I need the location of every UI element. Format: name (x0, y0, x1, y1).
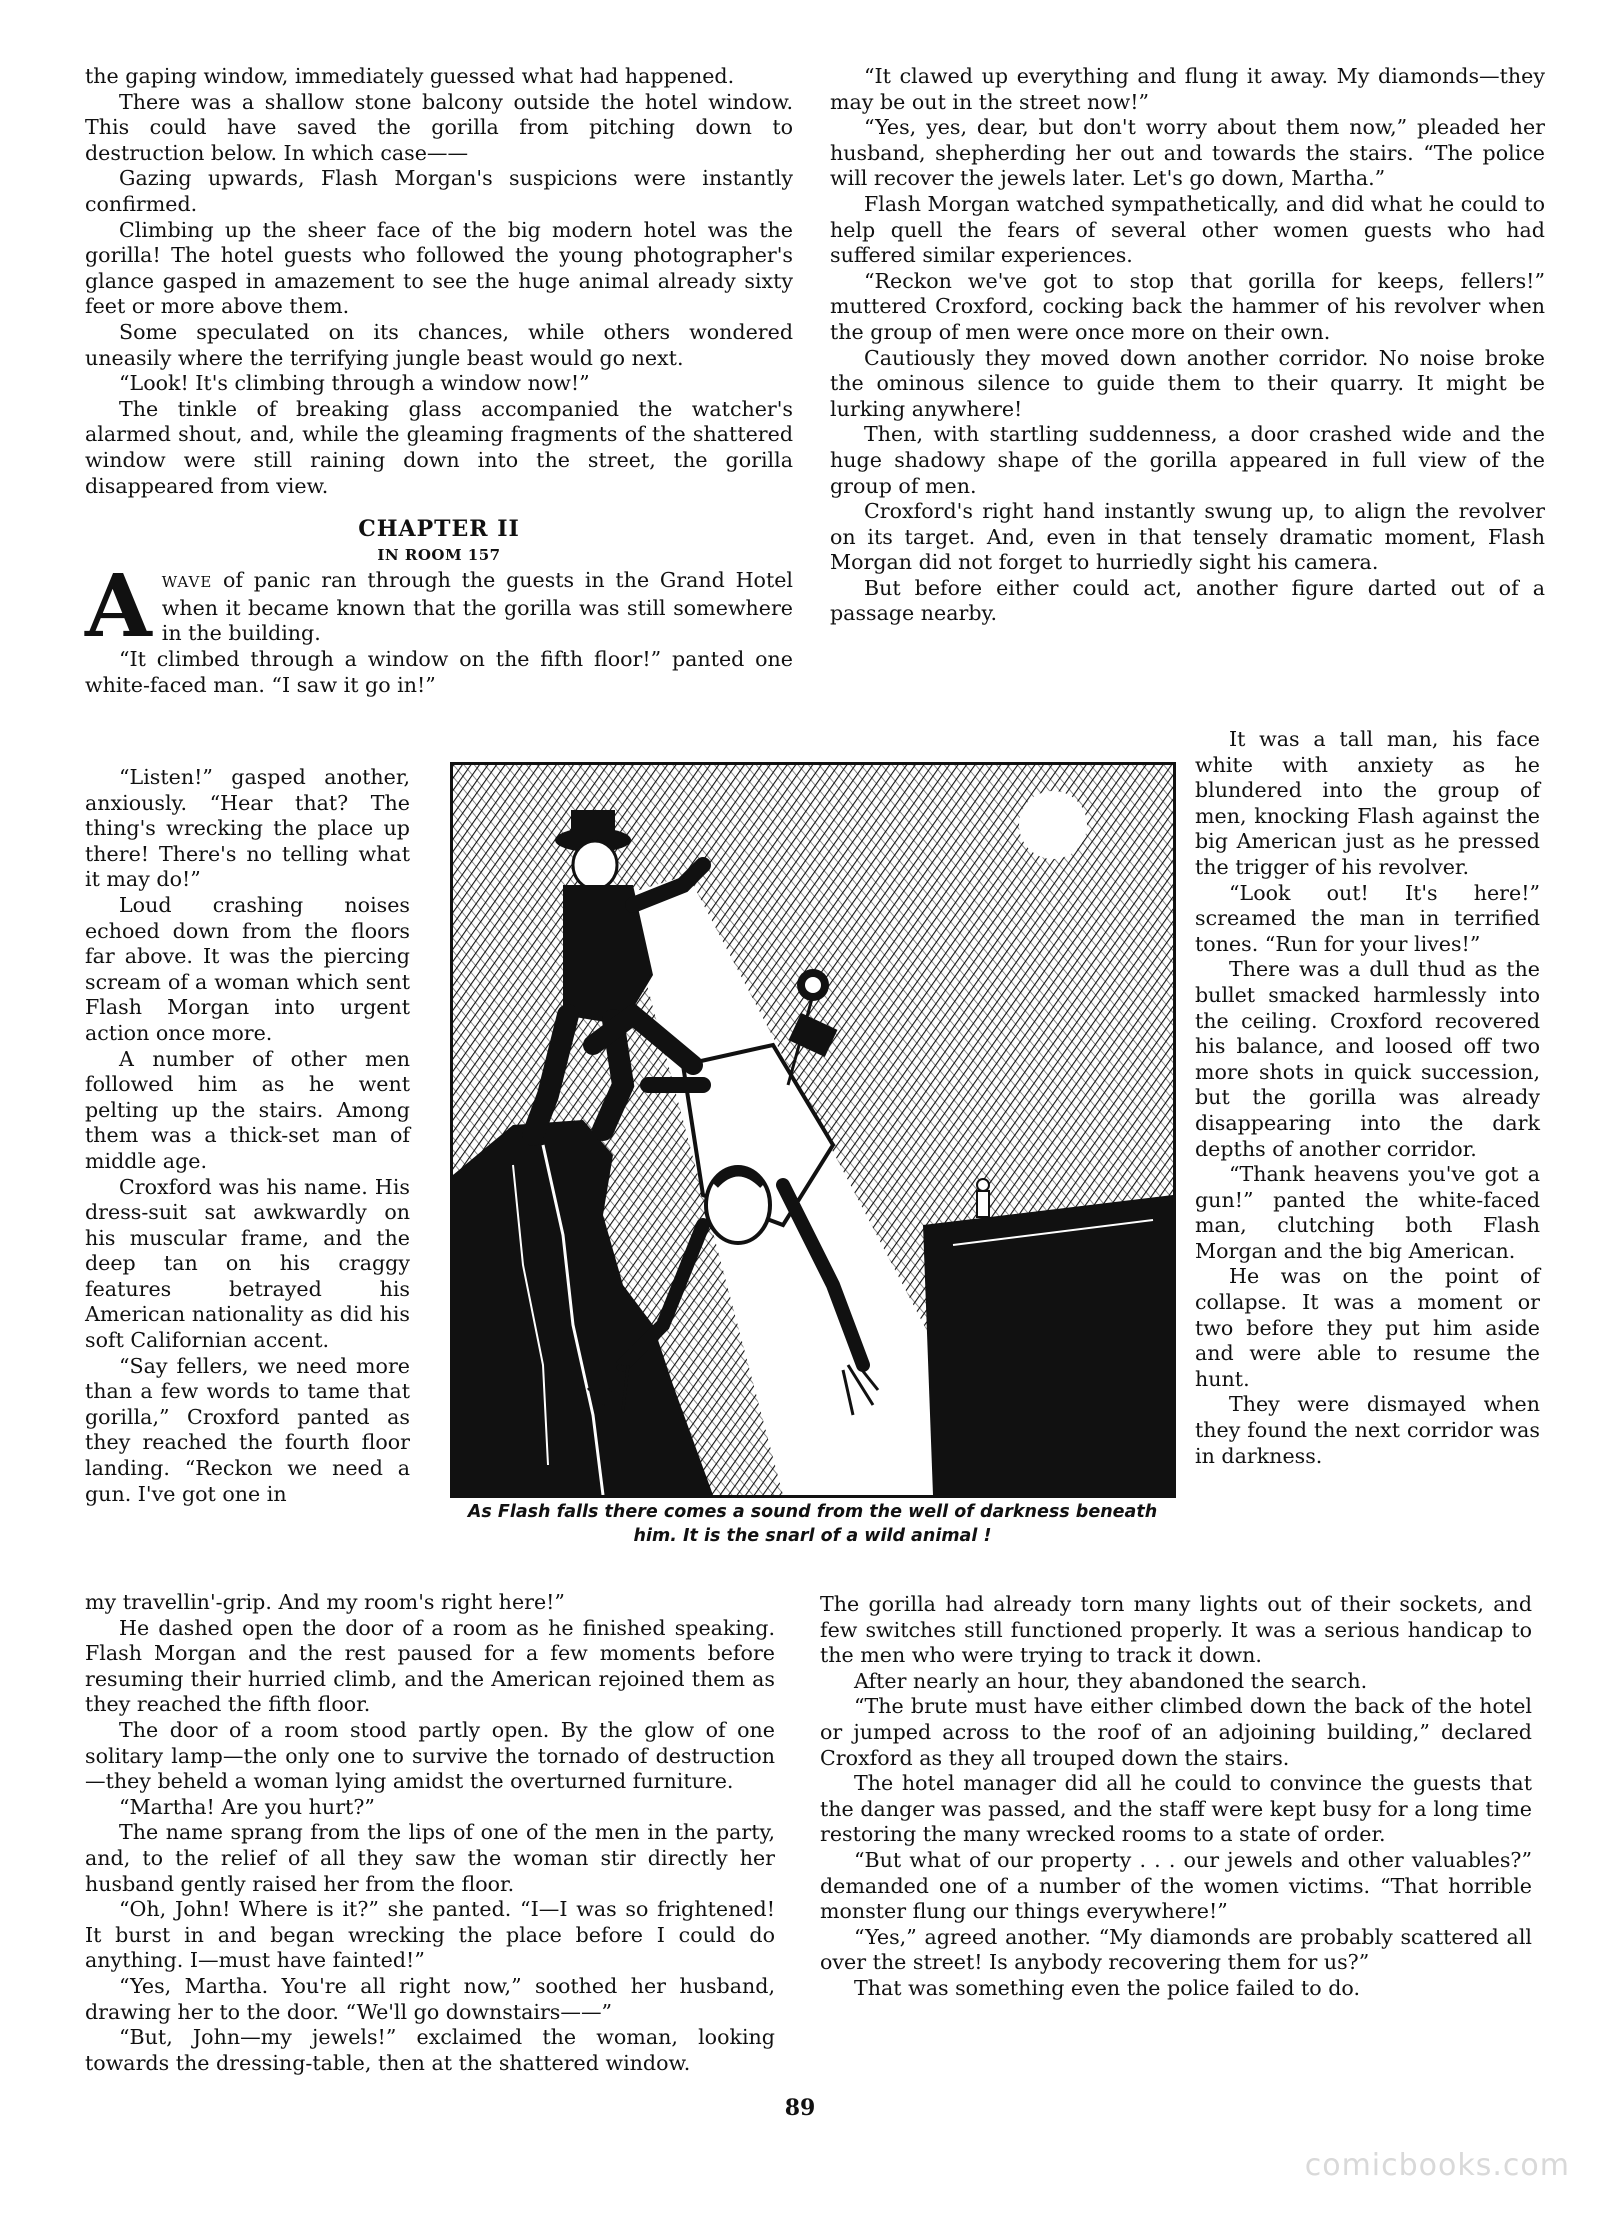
paragraph: “Look! It's climbing through a window now!” (119, 371, 590, 396)
paragraph: After nearly an hour, they abandoned the search. (854, 1668, 1368, 1693)
right-building (923, 1195, 1173, 1495)
paragraph: “The brute must have either climbed down the back of the hotel or jumped across to the roof of an adjoining building,” declared Croxford as they all trouped down the stairs. (820, 1694, 1532, 1770)
right-column-bottom (820, 1592, 1532, 2002)
paragraph: my travellin'-grip. And my room's right here!” (85, 1590, 565, 1614)
paragraph: “Yes, Martha. You're all right now,” soothed her husband, drawing her to the door. “We'll go downstairs——” (85, 1973, 775, 2024)
paragraph: “It clawed up everything and flung it away. My diamonds—they may be out in the street now!” (830, 64, 1545, 114)
paragraph: Cautiously they moved down another corridor. No noise broke the ominous silence to guide them to their quarry. It might be lurking anywhere! (830, 345, 1545, 421)
paragraph: The gorilla had already torn many lights out of their sockets, and few switches still functioned properly. It was a serious handicap to the men who were trying to track it down. (820, 1592, 1532, 1668)
paragraph: There was a shallow stone balcony outside the hotel window. This could have saved the gorilla from pitching down to destruction below. In which case—— (85, 89, 793, 165)
first-word: WAVE (161, 573, 213, 592)
paragraph: “Say fellers, we need more than a few words to tame that gorilla,” Croxford panted as they reached the fourth floor landing. “Reckon we need a gun. I've got one in (85, 1353, 410, 1506)
paragraph: He dashed open the door of a room as he finished speaking. Flash Morgan and the rest paused for a few moments before resuming their hurried climb, and the American rejoined them as they reached the fifth floor. (85, 1615, 775, 1717)
page-number: 89 (784, 2095, 816, 2121)
paragraph: Loud crashing noises echoed down from the floors far above. It was the piercing scream of a woman which sent Flash Morgan into urgent action once more. (85, 892, 410, 1045)
paragraph: But before either could act, another figure darted out of a passage nearby. (830, 575, 1545, 626)
paragraph: “It climbed through a window on the fifth floor!” panted one white-faced man. “I saw it go in!” (85, 647, 793, 697)
paragraph: “Listen!” gasped another, anxiously. “Hear that? The thing's wrecking the place up there! There's no telling what it may do!” (85, 765, 410, 892)
paragraph: He was on the point of collapse. It was a moment or two before they put him aside and were able to resume the hunt. (1195, 1264, 1540, 1391)
right-column-top (830, 64, 1545, 627)
paragraph: “Yes,” agreed another. “My diamonds are probably scattered all over the street! Is anybody recovering them for us?” (820, 1924, 1532, 1975)
illustration-caption: As Flash falls there comes a sound from the well of darkness beneath him. It is the snarl of a wild animal ! (467, 1502, 1158, 1546)
paragraph: “Martha! Are you hurt?” (119, 1794, 375, 1819)
paragraph: Some speculated on its chances, while others wondered uneasily where the terrifying jungle beast would go next. (85, 319, 793, 370)
paragraph: Flash Morgan watched sympathetically, and did what he could to help quell the fears of several other women guests who had suffered similar experiences. (830, 191, 1545, 268)
paragraph: Gazing upwards, Flash Morgan's suspicions were instantly confirmed. (85, 166, 793, 216)
chapter-opening-paragraph (85, 556, 793, 658)
left-column-middle (85, 765, 410, 1507)
left-column-bottom (85, 1590, 775, 2076)
paragraph: The door of a room stood partly open. By the glow of one solitary lamp—the only one to survive the tornado of destruction—they beheld a woman lying amidst the overturned furniture. (85, 1717, 775, 1794)
paragraph: They were dismayed when they found the next corridor was in darkness. (1195, 1392, 1540, 1468)
paragraph: The tinkle of breaking glass accompanied the watcher's alarmed shout, and, while the gleaming fragments of the shattered window were still raining down into the street, the gorilla disappeared from view. (85, 396, 793, 498)
chapter-subtitle: IN ROOM 157 (377, 545, 501, 564)
paragraph: There was a dull thud as the bullet smacked harmlessly into the ceiling. Croxford recovered his balance, and loosed off two more shots in quick succession, but the gorilla was already disappearing into the dark depths of another corridor. (1195, 957, 1540, 1161)
drop-cap: A (85, 556, 152, 658)
paragraph: A number of other men followed him as he went pelting up the stairs. Among them was a thick-set man of middle age. (85, 1046, 410, 1173)
chapter-title: CHAPTER II (358, 516, 520, 543)
paragraph: Climbing up the sheer face of the big modern hotel was the gorilla! The hotel guests who followed the young photographer's glance gasped in amazement to see the huge animal already sixty feet or more above them. (85, 217, 793, 319)
paragraph: “Thank heavens you've got a gun!” panted the white-faced man, clutching both Flash Morgan and the big American. (1195, 1162, 1540, 1263)
watermark: comicbooks.com (1304, 2148, 1570, 2183)
opening-text: of panic ran through the guests in the Grand Hotel when it became known that the gorilla was still somewhere in the building. (161, 568, 793, 646)
paragraph: the gaping window, immediately guessed what had happened. (85, 64, 735, 88)
paragraph: Croxford's right hand instantly swung up, to align the revolver on its target. And, even in that tensely dramatic moment, Flash Morgan did not forget to hurriedly sight his camera. (830, 499, 1545, 575)
moon-icon (1019, 791, 1087, 859)
left-column-top (85, 64, 793, 698)
chapter-heading (85, 517, 793, 568)
right-column-middle (1195, 727, 1540, 1469)
illustration-art (453, 765, 1173, 1495)
paragraph: Croxford was his name. His dress-suit sat awkwardly on his muscular frame, and the deep tan on his craggy features betrayed his American nationality as did his soft Californian accent. (85, 1174, 410, 1353)
paragraph: “Look out! It's here!” screamed the man in terrified tones. “Run for your lives!” (1195, 880, 1540, 956)
paragraph: The name sprang from the lips of one of the men in the party, and, to the relief of all they saw the woman stir directly her husband gently raised her from the floor. (85, 1820, 775, 1896)
paragraph: Then, with startling suddenness, a door crashed wide and the huge shadowy shape of the gorilla appeared in full view of the group of men. (830, 422, 1545, 498)
paragraph: “Yes, yes, dear, but don't worry about them now,” pleaded her husband, shepherding her out and towards the stairs. “The police will recover the jewels later. Let's go down, Martha.” (830, 115, 1545, 191)
story-illustration (450, 762, 1176, 1498)
paragraph: It was a tall man, his face white with anxiety as he blundered into the group of men, knocking Flash against the big American just as he pressed the trigger of his revolver. (1195, 727, 1540, 879)
paragraph: “But what of our property . . . our jewels and other valuables?” demanded one of a number of the women victims. “That horrible monster flung our things everywhere!” (820, 1847, 1532, 1924)
paragraph: The hotel manager did all he could to convince the guests that the danger was passed, and the staff were kept busy for a long time restoring the many wrecked rooms to a state of order. (820, 1771, 1532, 1847)
paragraph: “But, John—my jewels!” exclaimed the woman, looking towards the dressing-table, then at the shattered window. (85, 2025, 775, 2075)
paragraph: “Oh, John! Where is it?” she panted. “I—I was so frightened! It burst in and began wrecking the place before I could do anything. I—must have fainted!” (85, 1897, 775, 1973)
distant-figure (977, 1179, 989, 1217)
paragraph: That was something even the police failed to do. (854, 1975, 1361, 2000)
paragraph: “Reckon we've got to stop that gorilla for keeps, fellers!” muttered Croxford, cocking back the hammer of his revolver when the group of men were once more on their own. (830, 268, 1545, 344)
